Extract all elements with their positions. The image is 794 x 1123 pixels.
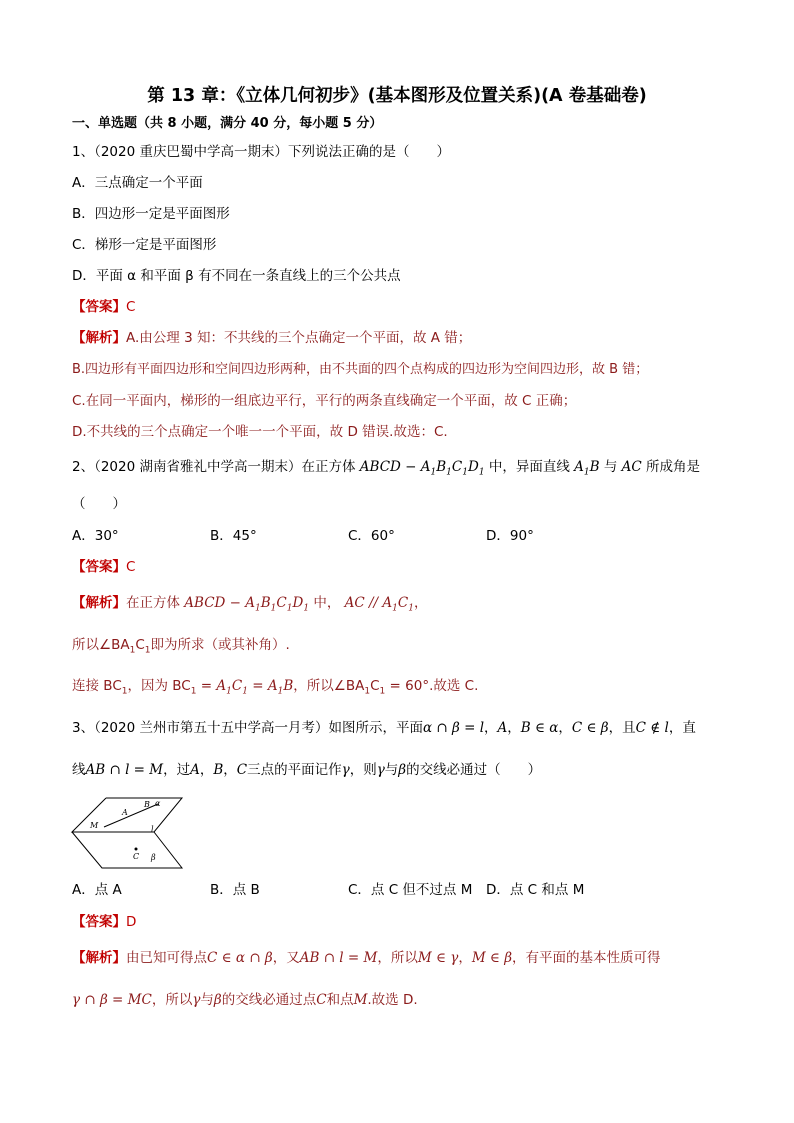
label-beta: β (151, 853, 156, 862)
q3-stem-part: ， (223, 762, 237, 778)
label-b: B (144, 800, 150, 809)
q2-analysis-part: 在正方体 (126, 595, 180, 611)
q1-analysis-2: B.四边形有平面四边形和空间四边形两种，由不共面的四个点构成的四边形为空间四边形，故 B 错； (72, 362, 649, 377)
q2-analysis-part: ，因为 BC (127, 678, 191, 694)
q2-analysis-part: 即为所求（或其补角）. (150, 637, 290, 653)
q3-stem-2: 线AB ∩ l = M，过A，B，C三点的平面记作γ，则γ与β的交线必通过（ ） (72, 762, 542, 778)
q2-line-a1b: $A_1B$ (574, 459, 600, 478)
q1-analysis-3: C.在同一平面内，梯形的一组底边平行，平行的两条直线确定一个平面，故 C 正确； (72, 393, 577, 409)
section-heading: 一、单选题（共 8 小题，满分 40 分，每小题 5 分） (72, 116, 383, 131)
q3-stem-1: 3、（2020 兰州市第五十五中学高一月考）如图所示，平面α ∩ β = l，A，B ∈ α，C ∈ β，且C ∉ l，直 (72, 720, 696, 736)
q1-option-b: B．四边形一定是平面图形 (72, 206, 230, 222)
q2-option-b: B．45° (210, 528, 257, 544)
q3-stem-part: 与 (384, 762, 399, 778)
q3-option-d: D．点 C 和点 M (486, 882, 585, 898)
planes-figure (70, 796, 186, 872)
q2-option-d: D．90° (486, 528, 534, 544)
q2-cube-formula: ABCD − $A_1B_1C_1D_1$ (359, 459, 485, 478)
label-c: C (133, 852, 140, 861)
analysis-tag: 【解析】 (72, 595, 126, 611)
plane-beta-outline (72, 832, 182, 868)
q3-stem-part: ， (484, 720, 498, 736)
q3-stem-part: 3、（2020 兰州市第五十五中学高一月考）如图所示，平面 (72, 720, 423, 736)
q2-analysis-3: 连接 $BC_1$，因为 $BC_1 = A_1C_1 = A_1B$，所以$\angle BA_1C_1 = 60^\circ$.故选 C. (72, 678, 479, 697)
q3-stem-part: ，过 (163, 762, 191, 778)
q3-analysis-part: 和点 (326, 992, 354, 1008)
q3-option-b: B．点 B (210, 882, 260, 898)
q2-analysis-part: C (370, 678, 380, 694)
q3-stem-part: ，则 (349, 762, 377, 778)
point-c (135, 848, 138, 851)
q3-analysis-part: 与 (200, 992, 214, 1008)
q2-answer-value: C (126, 559, 136, 575)
q1-analysis-1 (72, 328, 471, 348)
answer-tag: 【答案】 (72, 914, 126, 930)
q2-analysis-part: ，所以∠BA (293, 678, 365, 694)
q2-analysis-parallel: AC // $A_1C_1$ (344, 595, 414, 614)
q3-stem-part: 的交线必通过（ ） (406, 762, 542, 778)
answer-tag: 【答案】 (72, 299, 126, 315)
q3-analysis-part: ，有平面的基本性质可得 (512, 950, 661, 966)
page-title: 第 13 章：《立体几何初步》(基本图形及位置关系)(A 卷基础卷) (147, 86, 647, 106)
q2-option-a: A．30° (72, 528, 119, 544)
q3-option-a: A．点 A (72, 882, 122, 898)
q2-option-c: C．60° (348, 528, 395, 544)
q2-stem-part: 所成角是 (646, 459, 701, 475)
q2-stem-part: 与 (603, 459, 618, 475)
q2-analysis-1: 【解析】在正方体 ABCD − $A_1B_1C_1D_1$ 中， AC // $A_1C_1$， (72, 595, 428, 614)
q2-stem-part: 2、（2020 湖南省雅礼中学高一期末）在正方体 (72, 459, 356, 475)
q3-answer-value: D (126, 914, 137, 930)
q3-stem-part: 三点的平面记作 (247, 762, 342, 778)
q3-analysis-part: ，又 (272, 950, 300, 966)
q3-stem-part: ， (558, 720, 572, 736)
q3-stem-part: 线 (72, 762, 86, 778)
q2-analysis-part: 所以∠BA (72, 637, 130, 653)
q3-stem-part: ， (199, 762, 214, 778)
answer-tag: 【答案】 (72, 559, 126, 575)
analysis-tag: 【解析】 (72, 950, 126, 966)
q2-stem-part: 中，异面直线 (488, 459, 570, 475)
label-l: l (151, 825, 154, 834)
q2-analysis-part: 连接 BC (72, 678, 122, 694)
q2-analysis-2: 所以$\angle BA_1C_1$即为所求（或其补角）. (72, 637, 290, 656)
q3-analysis-part: .故选 D. (367, 992, 418, 1008)
q1-option-a: A．三点确定一个平面 (72, 175, 203, 191)
q1-option-d: D．平面 α 和平面 β 有不同在一条直线上的三个公共点 (72, 268, 401, 284)
q2-analysis-part: C (135, 637, 145, 653)
label-m: M (90, 821, 99, 830)
q2-analysis-part: .故选 C. (429, 678, 479, 694)
q3-analysis-2: γ ∩ β = MC，所以γ与β的交线必通过点C和点M.故选 D. (72, 992, 418, 1008)
label-alpha: α (155, 799, 161, 808)
q2-stem-paren: （ ） (72, 496, 126, 512)
label-a: A (122, 808, 128, 817)
q2-answer (72, 557, 135, 577)
q2-analysis-part: 中， (313, 595, 341, 611)
q1-analysis-text-1: A.由公理 3 知：不共线的三个点确定一个平面，故 A 错； (126, 330, 472, 346)
q3-stem-part: ，直 (668, 720, 696, 736)
q3-option-c: C．点 C 但不过点 M (348, 882, 473, 898)
analysis-tag: 【解析】 (72, 330, 126, 346)
q3-analysis-part: ，所以 (151, 992, 193, 1008)
q3-analysis-1: 【解析】由已知可得点C ∈ α ∩ β，又AB ∩ l = M，所以M ∈ γ，M ∈ β，有平面的基本性质可得 (72, 950, 661, 966)
q3-analysis-part: 由已知可得点 (126, 950, 207, 966)
q2-stem (72, 457, 700, 483)
q2-line-ac: AC (621, 459, 642, 475)
q3-analysis-part: ， (458, 950, 472, 966)
q3-answer (72, 912, 136, 932)
q1-option-c: C．梯形一定是平面图形 (72, 237, 217, 253)
q1-analysis-4: D.不共线的三个点确定一个唯一一个平面，故 D 错误.故选：C. (72, 424, 448, 440)
q1-stem: 1、（2020 重庆巴蜀中学高一期末）下列说法正确的是（ ） (72, 144, 450, 160)
q3-analysis-part: 的交线必通过点 (221, 992, 317, 1008)
q1-answer (72, 297, 135, 317)
line-ab (104, 804, 158, 827)
q3-analysis-part: ，所以 (377, 950, 418, 966)
q1-answer-value: C (126, 299, 136, 315)
q2-analysis-cube: ABCD − $A_1B_1C_1D_1$ (184, 595, 310, 614)
q3-stem-part: ，且 (608, 720, 636, 736)
